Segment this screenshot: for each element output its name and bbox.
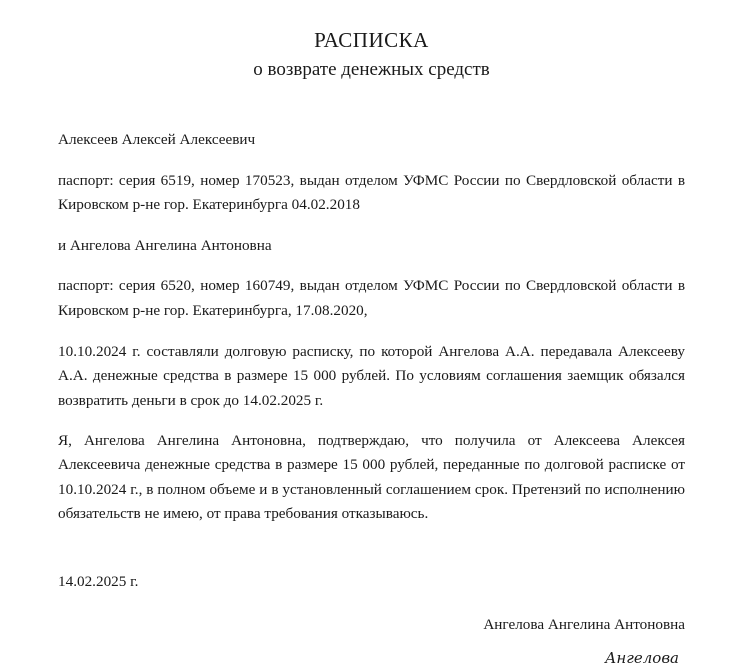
- confirmation-paragraph: Я, Ангелова Ангелина Антоновна, подтверждаю, что получила от Алексеева Алексея Алексеевича денежные средства в размере 15 000 рублей, переданные по долговой расписке от 10.10.2024 г., в полном объеме и в установленный соглашением срок. Претензий по исполнению обязательств не имею, от права требования отказываюсь.: [58, 431, 685, 523]
- page-title: РАСПИСКА: [314, 28, 429, 52]
- signature-block: [58, 613, 685, 667]
- party1-passport: паспорт: серия 6519, номер 170523, выдан отделом УФМС России по Свердловской области в Кировском р-не гор. Екатеринбурга 04.02.2018: [58, 171, 685, 214]
- handwritten-signature: Ангелова: [605, 649, 679, 668]
- party1-name: Алексеев Алексей Алексеевич: [58, 130, 256, 148]
- document-body: [58, 128, 685, 527]
- party2-name: и Ангелова Ангелина Антоновна: [58, 236, 272, 254]
- title-block: [58, 26, 685, 84]
- document-date: 14.02.2025 г.: [58, 573, 139, 591]
- party2-passport: паспорт: серия 6520, номер 160749, выдан отделом УФМС России по Свердловской области в Кировском р-не гор. Екатеринбурга, 17.08.2020,: [58, 277, 685, 320]
- signature-name: Ангелова Ангелина Антоновна: [483, 616, 685, 634]
- debt-paragraph: 10.10.2024 г. составляли долговую расписку, по которой Ангелова А.А. передавала Алексееву А.А. денежные средства в размере 15 000 рублей. По условиям соглашения заемщик обязался возвратить деньги в срок до 14.02.2025 г.: [58, 342, 685, 409]
- page-subtitle: о возврате денежных средств: [253, 59, 490, 81]
